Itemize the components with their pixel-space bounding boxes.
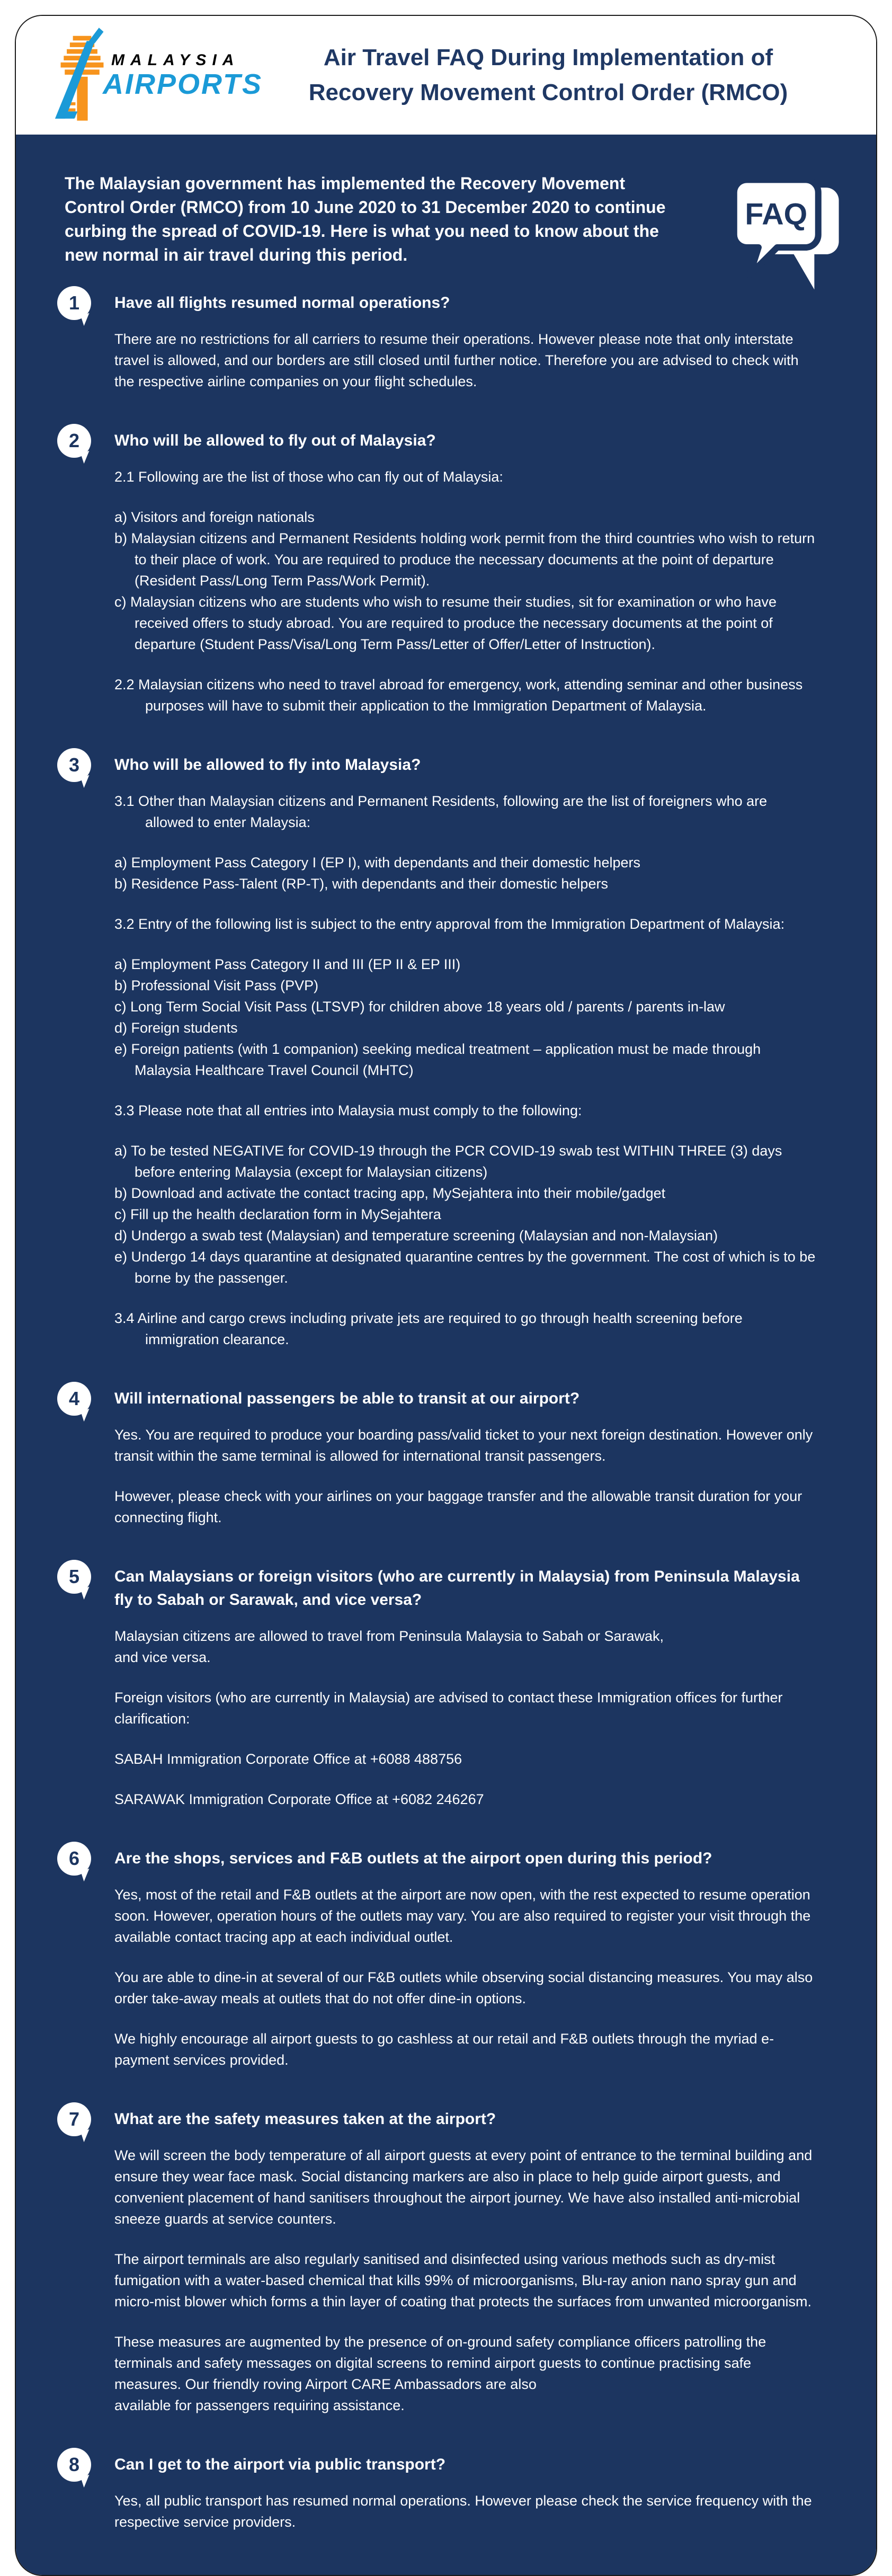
faq-item-7	[65, 2108, 817, 2416]
page-title-line2: Recovery Movement Control Order (RMCO)	[308, 79, 788, 105]
answer	[114, 2145, 817, 2416]
question-number-bubble	[57, 1842, 91, 1876]
answer-clause: 3.4 Airline and cargo crews including private jets are required to go through health screening before immigration clearance.	[114, 1310, 743, 1347]
faq-body	[16, 135, 876, 2575]
answer-paragraph: We will screen the body temperature of all airport guests at every point of entrance to the terminal building and ensure they wear face mask. Social distancing markers are also in place to help guide airport guests, and convenient placement of hand sanitisers throughout the airport journey. We have also installed anti-microbial sneeze guards at service counters.	[114, 2147, 813, 2227]
answer-list-item: a) Employment Pass Category I (EP I), with dependants and their domestic helpers	[114, 855, 640, 870]
answer-paragraph: We highly encourage all airport guests to go cashless at our retail and F&B outlets through the myriad e-payment services provided.	[114, 2031, 774, 2068]
intro-line: Control Order (RMCO) from 10 June 2020 to 31 December 2020 to continue	[65, 198, 666, 217]
answer-paragraph: Foreign visitors (who are currently in Malaysia) are advised to contact these Immigration offices for further clarification:	[114, 1690, 783, 1727]
answer-list-item: a) Employment Pass Category II and III (EP II & EP III)	[114, 956, 461, 972]
question-title: What are the safety measures taken at the airport?	[114, 2110, 496, 2128]
question-title: Can I get to the airport via public transport?	[114, 2456, 446, 2473]
answer	[114, 466, 817, 716]
question-number-bubble	[57, 1382, 91, 1416]
answer-list-item: b) Professional Visit Pass (PVP)	[114, 978, 319, 993]
answer	[114, 2490, 817, 2533]
logo-wordmark	[103, 51, 263, 99]
answer-list-item: c) Long Term Social Visit Pass (LTSVP) for children above 18 years old / parents / parents in-law	[114, 999, 725, 1015]
question-number: 5	[68, 1566, 80, 1587]
answer-paragraph: However, please check with your airlines on your baggage transfer and the allowable transit duration for your connecting flight.	[114, 1488, 802, 1525]
card-header	[16, 16, 876, 135]
question-title: Who will be allowed to fly out of Malaysia?	[114, 432, 436, 449]
question-number-bubble	[57, 2448, 91, 2482]
answer-clause: 3.3 Please note that all entries into Malaysia must comply to the following:	[114, 1103, 582, 1118]
airport-tower-icon	[54, 25, 110, 126]
intro-line: new normal in air travel during this period.	[65, 245, 408, 264]
answer-list-item: a) Visitors and foreign nationals	[114, 509, 315, 525]
answer-clause: 3.1 Other than Malaysian citizens and Permanent Residents, following are the list of foreigners who are allowed to enter Malaysia:	[114, 793, 768, 830]
answer-list-item: b) Residence Pass-Talent (RP-T), with dependants and their domestic helpers	[114, 876, 608, 892]
answer	[114, 1625, 817, 1810]
answer-list-item: e) Foreign patients (with 1 companion) seeking medical treatment – application must be made through Malaysia Healthcare Travel Council (MHTC)	[114, 1041, 761, 1078]
faq-item-1	[65, 291, 817, 392]
logo-word-airports: AIRPORTS	[103, 68, 263, 100]
answer-paragraph: You are able to dine-in at several of our F&B outlets while observing social distancing measures. You may also order take-away meals at outlets that do not offer dine-in options.	[114, 1969, 813, 2006]
page-title	[263, 40, 844, 110]
answer-list-item: e) Undergo 14 days quarantine at designated quarantine centres by the government. The cost of which is to be borne by the passenger.	[114, 1249, 816, 1286]
question-number-bubble	[57, 748, 91, 782]
faq-speech-bubbles-icon	[730, 176, 845, 292]
answer	[114, 1884, 817, 2071]
question-number: 1	[68, 292, 80, 314]
question-title: Have all flights resumed normal operations?	[114, 294, 450, 312]
question-number: 7	[68, 2108, 80, 2130]
answer-list-item: c) Malaysian citizens who are students who wish to resume their studies, sit for examination or who have received offers to study abroad. You are required to produce the necessary documents at the point of departure (Student Pass/Visa/Long Term Pass/Letter of Offer/Letter of Instruction).	[114, 594, 777, 652]
intro-paragraph	[65, 172, 721, 267]
answer-phone-sabah: SABAH Immigration Corporate Office at +6088 488756	[114, 1751, 462, 1767]
question-number-bubble	[57, 1560, 91, 1594]
answer-paragraph: There are no restrictions for all carriers to resume their operations. However please note that only interstate travel is allowed, and our borders are still closed until further notice. Therefore you are advised to check with the respective airline companies on your flight schedules.	[114, 331, 799, 389]
answer-paragraph: Malaysian citizens are allowed to travel from Peninsula Malaysia to Sabah or Sarawak,	[114, 1628, 664, 1644]
answer	[114, 328, 817, 392]
answer-clause: 2.2 Malaysian citizens who need to travel abroad for emergency, work, attending seminar and other business purposes will have to submit their application to the Immigration Department of Malaysia.	[114, 677, 803, 714]
intro-line: The Malaysian government has implemented the Recovery Movement	[65, 174, 626, 193]
faq-card	[15, 15, 877, 2576]
answer	[114, 1424, 817, 1528]
question-number: 6	[68, 1847, 80, 1869]
question-title: Who will be allowed to fly into Malaysia?	[114, 756, 421, 774]
answer	[114, 790, 817, 1350]
answer-list-item: c) Fill up the health declaration form in MySejahtera	[114, 1206, 441, 1222]
faq-item-3	[65, 753, 817, 1350]
faq-item-2	[65, 429, 817, 716]
faq-item-6	[65, 1847, 817, 2071]
faq-item-4	[65, 1387, 817, 1528]
answer-paragraph: Yes, most of the retail and F&B outlets at the airport are now open, with the rest expected to resume operation soon. However, operation hours of the outlets may vary. You are also required to register your visit through the available contact tracing app at each individual outlet.	[114, 1887, 811, 1945]
logo-word-malaysia: MALAYSIA	[111, 51, 240, 69]
faq-badge-label: FAQ	[745, 197, 808, 232]
faq-item-8	[65, 2453, 817, 2533]
question-title: Will international passengers be able to transit at our airport?	[114, 1390, 580, 1407]
answer-clause: 3.2 Entry of the following list is subject to the entry approval from the Immigration Department of Malaysia:	[114, 916, 785, 932]
question-number: 2	[68, 430, 80, 451]
question-number-bubble	[57, 424, 91, 458]
question-number-bubble	[57, 286, 91, 320]
answer-paragraph: Yes. You are required to produce your boarding pass/valid ticket to your next foreign destination. However only transit within the same terminal is allowed for international transit passengers.	[114, 1427, 813, 1464]
answer-paragraph: and vice versa.	[114, 1649, 211, 1665]
answer-list-item: d) Foreign students	[114, 1020, 238, 1036]
answer-paragraph: These measures are augmented by the presence of on-ground safety compliance officers patrolling the terminals and safety messages on digital screens to remind airport guests to continue practising safe measures. Our friendly roving Airport CARE Ambassadors are also	[114, 2334, 766, 2392]
answer-paragraph: Yes, all public transport has resumed normal operations. However please check the service frequency with the respective service providers.	[114, 2493, 812, 2530]
page	[0, 15, 892, 2576]
answer-clause: 2.1 Following are the list of those who can fly out of Malaysia:	[114, 469, 503, 485]
answer-list-item: b) Download and activate the contact tracing app, MySejahtera into their mobile/gadget	[114, 1185, 666, 1201]
answer-phone-sarawak: SARAWAK Immigration Corporate Office at +6082 246267	[114, 1791, 484, 1807]
question-number: 8	[68, 2454, 80, 2475]
page-title-line1: Air Travel FAQ During Implementation of	[323, 45, 773, 70]
question-number: 3	[68, 754, 80, 776]
answer-list-item: d) Undergo a swab test (Malaysian) and temperature screening (Malaysian and non-Malaysian)	[114, 1228, 718, 1243]
question-title: Can Malaysians or foreign visitors (who are currently in Malaysia) from Peninsula Malaysia fly to Sabah or Sarawak, and vice versa?	[114, 1568, 800, 1609]
answer-list-item: b) Malaysian citizens and Permanent Residents holding work permit from the third countries who wish to return to their place of work. You are required to produce the necessary documents at the point of departure (Resident Pass/Long Term Pass/Work Permit).	[114, 530, 815, 589]
question-number: 4	[68, 1388, 80, 1409]
faq-item-5	[65, 1565, 817, 1810]
question-number-bubble	[57, 2102, 91, 2136]
question-title: Are the shops, services and F&B outlets at the airport open during this period?	[114, 1850, 712, 1867]
answer-paragraph: available for passengers requiring assistance.	[114, 2397, 405, 2413]
intro-line: curbing the spread of COVID-19. Here is what you need to know about the	[65, 221, 659, 241]
malaysia-airports-logo	[54, 25, 263, 126]
answer-paragraph: The airport terminals are also regularly sanitised and disinfected using various methods such as dry-mist fumigation with a water-based chemical that kills 99% of microorganisms, Blu-ray anion nano spray gun and micro-mist blower which forms a thin layer of coating that protects the surfaces from unwanted microorganism.	[114, 2251, 812, 2309]
answer-list-item: a) To be tested NEGATIVE for COVID-19 through the PCR COVID-19 swab test WITHIN THREE (3) days before entering Malaysia (except for Malaysian citizens)	[114, 1143, 782, 1180]
